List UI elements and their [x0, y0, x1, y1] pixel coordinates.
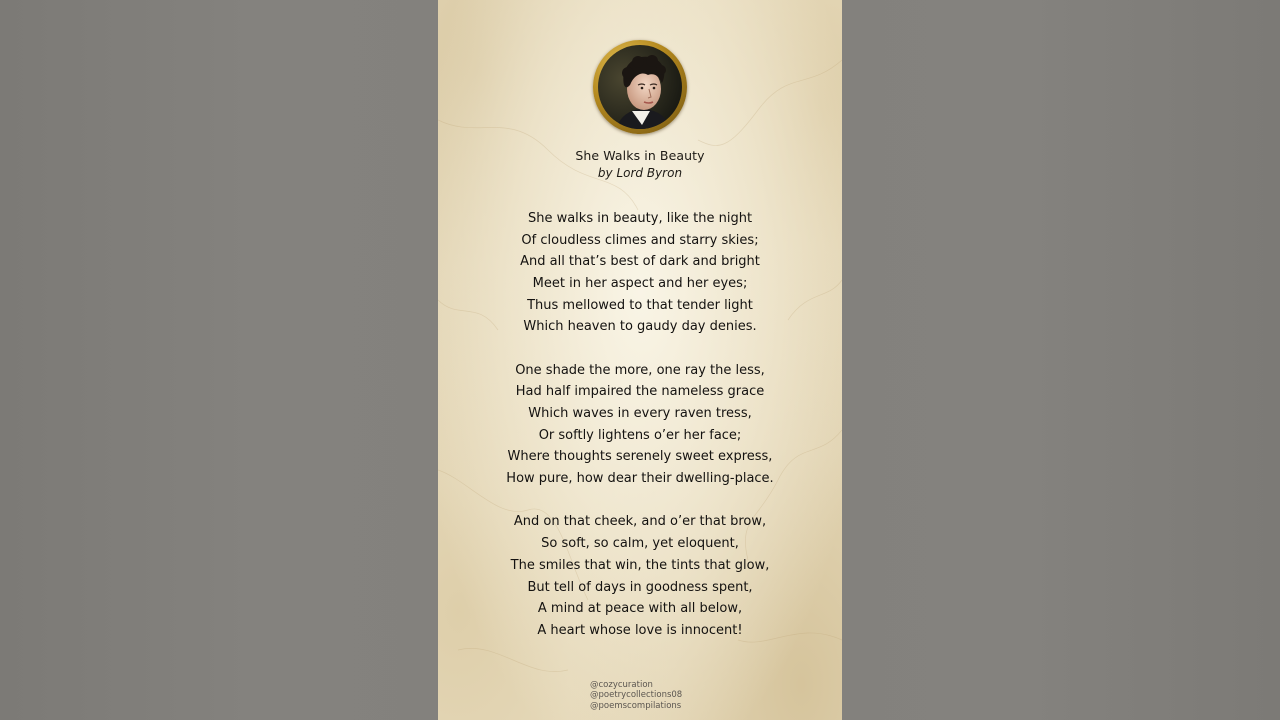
poem-title: She Walks in Beauty	[575, 148, 705, 163]
stanza-2	[438, 360, 842, 490]
poem-line: Which waves in every raven tress,	[528, 406, 752, 422]
poem-line: A heart whose love is innocent!	[537, 622, 743, 638]
stanza-1	[438, 208, 842, 338]
credit-handle: @poetrycollections08	[590, 690, 683, 701]
poem-line: Where thoughts serenely sweet express,	[507, 449, 773, 465]
credit-handle: @cozycuration	[590, 680, 653, 690]
author-portrait-medallion	[593, 40, 687, 134]
poem-line: So soft, so calm, yet eloquent,	[541, 536, 739, 552]
poem-line: Which heaven to gaudy day denies.	[523, 319, 757, 335]
poem-line: One shade the more, one ray the less,	[515, 362, 765, 378]
poem-author: by Lord Byron	[597, 166, 683, 180]
poem-line: And on that cheek, and o’er that brow,	[513, 514, 767, 530]
poem-line: Or softly lightens o’er her face;	[538, 427, 742, 443]
poem-line: But tell of days in goodness spent,	[527, 579, 753, 595]
author-portrait-icon	[598, 45, 682, 129]
poem-line: How pure, how dear their dwelling-place.	[506, 471, 774, 487]
credit-handle: @poemscompilations	[590, 700, 682, 711]
poem-body	[438, 208, 842, 663]
poem-line: Had half impaired the nameless grace	[515, 384, 765, 400]
poem-line: The smiles that win, the tints that glow,	[510, 557, 770, 573]
poem-line: She walks in beauty, like the night	[527, 211, 753, 226]
poem-line: A mind at peace with all below,	[537, 601, 743, 617]
stanza-3	[438, 511, 842, 641]
credits	[590, 680, 682, 711]
poem-line: And all that’s best of dark and bright	[520, 254, 760, 270]
poem-line: Meet in her aspect and her eyes;	[532, 276, 748, 292]
poem-card	[438, 0, 842, 720]
poem-line: Of cloudless climes and starry skies;	[521, 232, 759, 248]
poem-line: Thus mellowed to that tender light	[527, 297, 753, 313]
